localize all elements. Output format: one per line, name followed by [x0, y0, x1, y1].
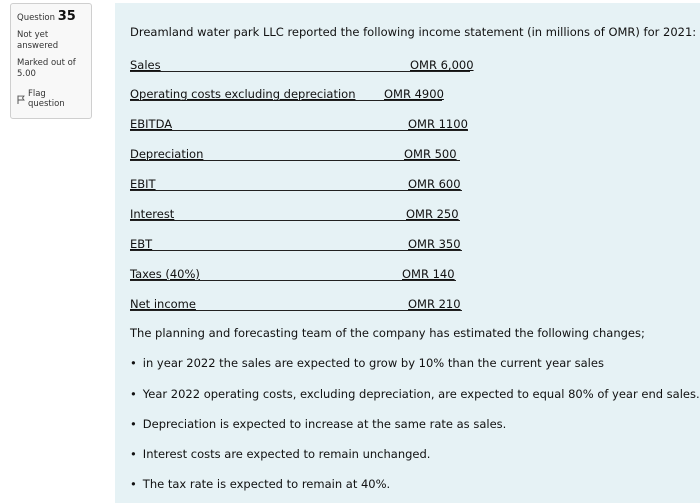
flag-question-button[interactable]: [17, 89, 85, 109]
row-label: Taxes (40%): [130, 267, 200, 281]
marked-out-of: [17, 58, 85, 80]
change-item: • in year 2022 the sales are expected to grow by 10% than the current year sales: [130, 356, 604, 370]
row-label: Net income: [130, 297, 196, 311]
row-value: OMR 210: [408, 297, 461, 311]
row-value: OMR 600: [408, 177, 461, 191]
question-status: Not yet answered: [17, 30, 59, 51]
row-value: OMR 500: [404, 147, 457, 161]
question-intro: Dreamland water park LLC reported the following income statement (in millions of OMR) for 2021:: [130, 25, 697, 39]
row-value: OMR 250: [406, 207, 459, 221]
change-item: • Interest costs are expected to remain unchanged.: [130, 447, 430, 461]
flag-question-label: Flag question: [27, 89, 65, 109]
marked-label: Marked out of: [17, 58, 76, 68]
change-item: • The tax rate is expected to remain at 40%.: [130, 477, 390, 491]
planning-intro: The planning and forecasting team of the company has estimated the following changes;: [130, 326, 645, 340]
row-label: EBITDA: [130, 117, 173, 131]
row-label: Operating costs excluding depreciation: [130, 87, 356, 101]
question-content: [115, 3, 700, 503]
marked-value: 5.00: [17, 69, 36, 79]
row-label: Depreciation: [130, 147, 204, 161]
row-label: Interest: [130, 207, 175, 221]
question-number: [17, 9, 85, 24]
row-value: OMR 6,000: [410, 58, 474, 72]
row-value: OMR 4900: [384, 87, 444, 101]
question-info-panel: [10, 3, 92, 119]
row-label: EBT: [130, 237, 153, 251]
row-label: EBIT: [130, 177, 156, 191]
question-number-value: 35: [57, 9, 76, 24]
row-value: OMR 1100: [408, 117, 468, 131]
change-item: • Depreciation is expected to increase at the same rate as sales.: [130, 417, 506, 431]
row-value: OMR 350: [408, 237, 461, 251]
row-label: Sales: [130, 58, 161, 72]
change-item: • Year 2022 operating costs, excluding depreciation, are expected to equal 80% of year end sales.: [130, 387, 700, 401]
question-label: Question: [17, 13, 56, 23]
row-value: OMR 140: [402, 267, 455, 281]
flag-icon: [17, 95, 25, 104]
